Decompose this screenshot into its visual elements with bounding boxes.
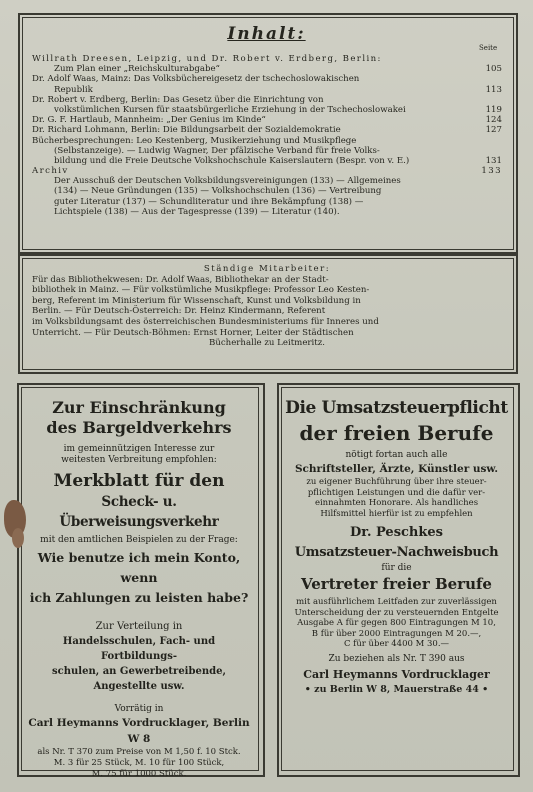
staff-line: im Volksbildungsamt des österreichischen Bundesministeriums für Inneres und	[32, 316, 379, 327]
ad-right-text: zu eigener Buchführung über ihre steuer-	[306, 477, 487, 487]
ad-right-text: einnahmten Honorare. Als handliches	[314, 498, 479, 508]
toc-line: (Selbstanzeige). — Ludwig Wagner, Der pfälzische Verband für freie Volks-	[54, 145, 380, 156]
toc-page: 127	[485, 125, 502, 136]
toc-line: bildung und die Freie Deutsche Volkshochschule Kaiserslautern (Bespr. von v. E.) 131	[54, 155, 502, 166]
toc-page: 124	[485, 115, 502, 126]
toc-line: Zum Plan einer „Reichskulturabgabe“ 105	[54, 64, 502, 75]
ad-left-question: Wie benutze ich mein Konto, wenn	[37, 550, 241, 585]
toc-line: (134) — Neue Gründungen (135) — Volkshochschulen (136) — Vertreibung	[54, 186, 382, 197]
ad-left	[24, 398, 254, 780]
ad-left-text: schulen, an Gewerbetreibende,	[52, 666, 226, 677]
toc-line: Dr. Richard Lohmann, Berlin: Die Bildungsarbeit der Sozialdemokratie 127	[32, 125, 502, 136]
toc-page: 105	[485, 64, 502, 75]
ad-left-text: Angestellte usw.	[93, 681, 185, 692]
staff-line: Unterricht. — Für Deutsch-Böhmen: Ernst Horner, Leiter der Städtischen	[32, 327, 354, 338]
ad-right-text: Zu beziehen als Nr. T 390 aus	[328, 653, 465, 664]
contents-title: Inhalt:	[227, 24, 306, 44]
paper-damage	[12, 528, 24, 548]
table-of-contents	[32, 54, 502, 217]
staff-line: bibliothek in Mainz. — Für volkstümliche Musikpflege: Professor Leo Kesten-	[32, 285, 370, 296]
ad-right-text: Hilfsmittel hierfür ist zu empfehlen	[320, 508, 473, 519]
ad-left-text: Vorrätig in	[114, 704, 164, 714]
ad-right-text: nötigt fortan auch alle	[345, 450, 448, 460]
toc-line: Bücherbesprechungen: Leo Kestenberg, Musikerziehung und Musikpflege	[32, 135, 357, 146]
ad-left-question: ich Zahlungen zu leisten habe?	[29, 590, 249, 605]
toc-page: 113	[485, 84, 502, 95]
ad-left-text: Zur Verteilung in	[95, 621, 183, 632]
staff-line: berg, Referent im Ministerium für Wissenschaft, Kunst und Volksbildung in	[32, 295, 361, 306]
staff-line: Für das Bibliothekwesen: Dr. Adolf Waas, Bibliothekar an der Stadt-	[32, 274, 329, 285]
ad-left-title: Merkblatt für den	[53, 471, 225, 491]
ad-right-headline: der freien Berufe	[299, 421, 494, 445]
toc-page: 119	[485, 104, 502, 115]
ad-right-text: pflichtigen Leistungen und die dafür ver-	[307, 487, 486, 498]
toc-line: guter Literatur (137) — Schundliteratur und ihre Bekämpfung (138) —	[54, 196, 364, 207]
ad-right-publisher: Carl Heymanns Vordrucklager	[303, 667, 490, 681]
ad-right-text: mit ausführlichem Leitfaden zur zuverlässigen	[296, 597, 497, 607]
toc-line: Dr. G. F. Hartlaub, Mannheim: „Der Genius im Kinde“ 124	[32, 115, 502, 126]
ad-right-headline: Die Umsatzsteuerpflicht	[285, 398, 508, 418]
ad-right-price: Ausgabe A für gegen 800 Eintragungen M 10,	[297, 618, 496, 628]
ad-left-text: mit den amtlichen Beispielen zu der Frage:	[40, 535, 238, 545]
ad-left-headline: Zur Einschränkung	[52, 398, 226, 417]
ad-right-text: Unterscheidung der zu versteuernden Entgelte	[294, 607, 499, 618]
ad-right-text: für die	[381, 563, 412, 573]
ad-left-text: weitesten Verbreitung empfohlen:	[61, 455, 217, 465]
toc-line: Dr. Adolf Waas, Mainz: Das Volksbüchereigesetz der tschechoslowakischen	[32, 74, 360, 85]
ad-right-price: C für über 4400 M 30.—	[343, 639, 450, 649]
staff-line: Berlin. — Für Deutsch-Österreich: Dr. Heinz Kindermann, Referent	[32, 306, 326, 317]
ad-right-text: Schriftsteller, Ärzte, Künstler usw.	[294, 463, 499, 475]
staff-section	[32, 264, 502, 349]
ad-right-book-title: Vertreter freier Berufe	[301, 575, 492, 593]
ad-left-price: M. 3 für 25 Stück, M. 10 für 100 Stück,	[53, 758, 225, 768]
ad-left-text: im gemeinnützigen Interesse zur	[63, 444, 215, 454]
ad-right-book-title: Umsatzsteuer-Nachweisbuch	[294, 545, 499, 560]
toc-line: Dr. Robert v. Erdberg, Berlin: Das Gesetz über die Einrichtung von	[32, 94, 324, 105]
ad-left-title: Scheck- u. Überweisungsverkehr	[59, 494, 219, 530]
toc-line: volkstümlichen Kursen für staatsbürgerliche Erziehung in der Tschechoslowakei 119	[54, 104, 502, 115]
toc-line: Willrath Dreesen, Leipzig, und Dr. Robert v. Erdberg, Berlin:	[32, 54, 382, 64]
ad-left-text: Handelsschulen, Fach- und Fortbildungs-	[62, 636, 216, 662]
toc-line: Lichtspiele (138) — Aus der Tagespresse (139) — Literatur (140).	[54, 206, 340, 217]
ad-right	[283, 396, 510, 697]
toc-line: Republik 113	[54, 84, 502, 95]
toc-page: 131	[485, 155, 502, 166]
staff-heading: Ständige Mitarbeiter:	[203, 264, 331, 274]
toc-line: Archiv 133	[32, 166, 502, 177]
ad-left-price: M. 75 für 1000 Stück.	[91, 769, 187, 779]
toc-line: Der Ausschuß der Deutschen Volksbildungsvereinigungen (133) — Allgemeines	[54, 176, 401, 187]
ad-right-price: B für über 2000 Eintragungen M 20.—,	[311, 628, 482, 639]
ad-left-headline: des Bargeldverkehrs	[46, 418, 232, 437]
ad-left-price: als Nr. T 370 zum Preise von M 1,50 f. 10 Stck.	[37, 747, 241, 757]
page-column-label: Seite	[479, 44, 498, 52]
toc-page: 133	[481, 166, 502, 177]
staff-line: Bücherhalle zu Leitmeritz.	[209, 338, 325, 349]
ad-right-author: Dr. Peschkes	[350, 525, 443, 540]
ad-left-publisher: Carl Heymanns Vordrucklager, Berlin W 8	[28, 717, 250, 745]
ad-right-publisher: • zu Berlin W 8, Mauerstraße 44 •	[304, 683, 489, 695]
